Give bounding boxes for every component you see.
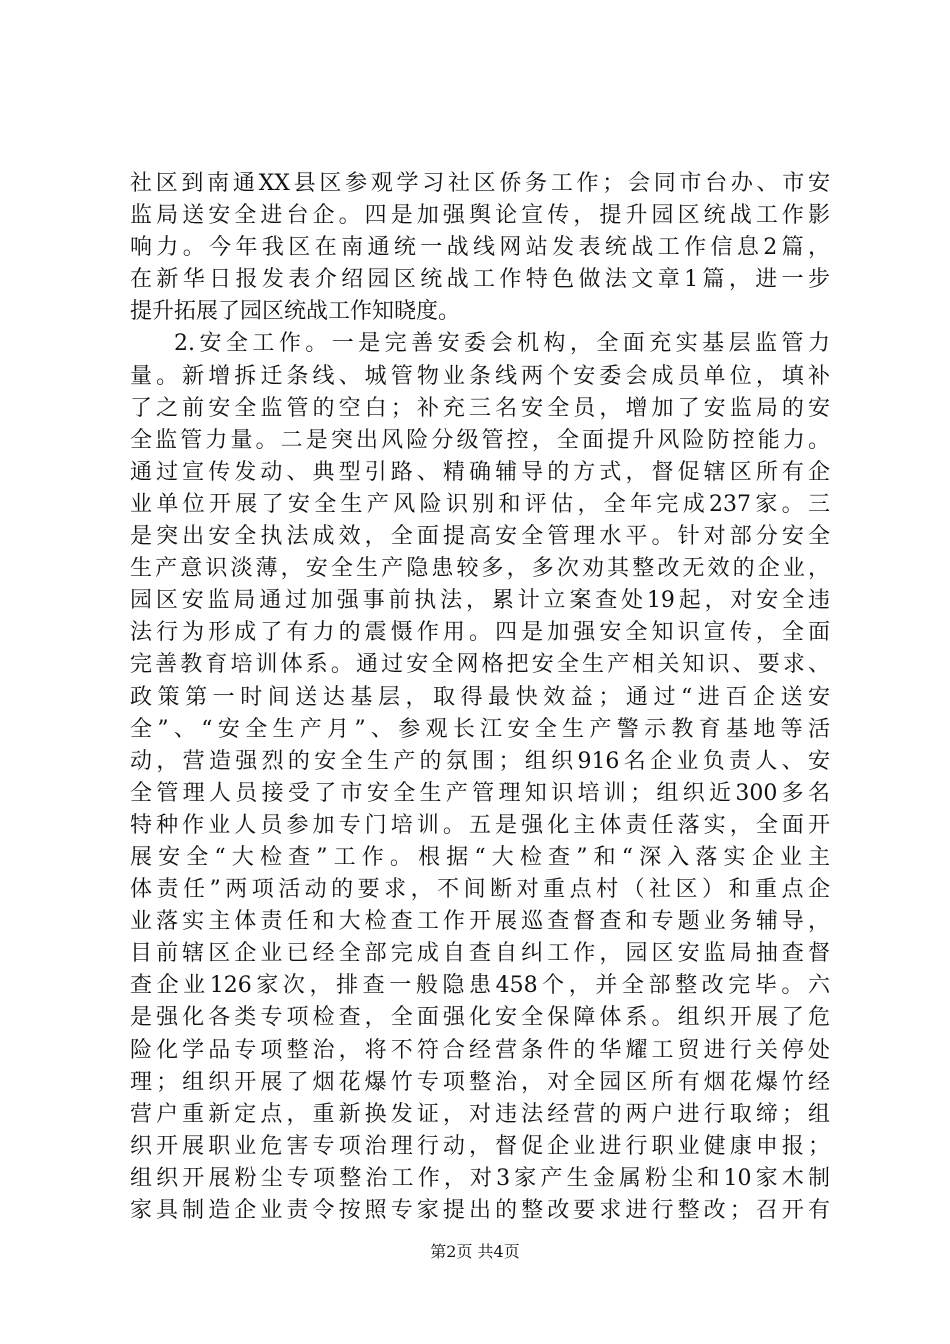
text-line: 在新华日报发表介绍园区统战工作特色做法文章1篇，进一步 bbox=[130, 267, 830, 293]
body-text bbox=[130, 168, 830, 1227]
text-line: 完善教育培训体系。通过安全网格把安全生产相关知识、要求、 bbox=[130, 652, 830, 678]
text-line: 是突出安全执法成效，全面提高安全管理水平。针对部分安全 bbox=[130, 524, 830, 550]
text-line: 业落实主体责任和大检查工作开展巡查督查和专题业务辅导， bbox=[130, 909, 830, 935]
text-line: 展安全“大检查”工作。根据“大检查”和“深入落实企业主 bbox=[130, 844, 830, 870]
page-number-info: 第2页 共4页 bbox=[430, 1242, 520, 1261]
text-line: 生产意识淡薄，安全生产隐患较多，多次劝其整改无效的企业， bbox=[130, 556, 830, 582]
text-line: 法行为形成了有力的震慑作用。四是加强安全知识宣传，全面 bbox=[130, 620, 830, 646]
text-line: 全监管力量。二是突出风险分级管控，全面提升风险防控能力。 bbox=[130, 427, 830, 453]
section-heading-line: 2.安全工作。一是完善安委会机构，全面充实基层监管力 bbox=[174, 331, 830, 357]
text-line: 体责任”两项活动的要求，不间断对重点村（社区）和重点企 bbox=[130, 877, 830, 903]
text-line: 组织开展粉尘专项整治工作，对3家产生金属粉尘和10家木制 bbox=[130, 1165, 830, 1191]
text-line: 全管理人员接受了市安全生产管理知识培训；组织近300多名 bbox=[130, 780, 830, 806]
text-line: 目前辖区企业已经全部完成自查自纠工作，园区安监局抽查督 bbox=[130, 941, 830, 967]
text-line: 响力。今年我区在南通统一战线网站发表统战工作信息2篇， bbox=[130, 235, 830, 261]
text-line: 营户重新定点，重新换发证，对违法经营的两户进行取缔；组 bbox=[130, 1101, 830, 1127]
text-line: 量。新增拆迁条线、城管物业条线两个安委会成员单位，填补 bbox=[130, 363, 830, 389]
text-line: 织开展职业危害专项治理行动，督促企业进行职业健康申报； bbox=[130, 1133, 830, 1159]
text-line: 是强化各类专项检查，全面强化安全保障体系。组织开展了危 bbox=[130, 1005, 830, 1031]
text-line: 了之前安全监管的空白；补充三名安全员，增加了安监局的安 bbox=[130, 395, 830, 421]
text-line: 家具制造企业责令按照专家提出的整改要求进行整改；召开有 bbox=[130, 1198, 830, 1223]
text-line: 社区到南通XX县区参观学习社区侨务工作；会同市台办、市安 bbox=[130, 171, 830, 196]
text-line: 监局送安全进台企。四是加强舆论宣传，提升园区统战工作影 bbox=[130, 203, 830, 229]
text-line: 政策第一时间送达基层，取得最快效益；通过“进百企送安 bbox=[130, 684, 830, 710]
text-line: 全”、“安全生产月”、参观长江安全生产警示教育基地等活 bbox=[130, 716, 830, 742]
text-line: 提升拓展了园区统战工作知晓度。 bbox=[130, 299, 461, 325]
text-line: 动，营造强烈的安全生产的氛围；组织916名企业负责人、安 bbox=[130, 748, 830, 774]
page-footer bbox=[0, 1240, 950, 1264]
text-line: 特种作业人员参加专门培训。五是强化主体责任落实，全面开 bbox=[130, 812, 830, 838]
text-line: 园区安监局通过加强事前执法，累计立案查处19起，对安全违 bbox=[130, 588, 830, 614]
text-line: 险化学品专项整治，将不符合经营条件的华耀工贸进行关停处 bbox=[130, 1037, 830, 1063]
text-line: 理；组织开展了烟花爆竹专项整治，对全园区所有烟花爆竹经 bbox=[130, 1069, 830, 1095]
text-line: 通过宣传发动、典型引路、精确辅导的方式，督促辖区所有企 bbox=[130, 459, 830, 485]
text-line: 查企业126家次，排查一般隐患458个，并全部整改完毕。六 bbox=[130, 973, 830, 999]
text-line: 业单位开展了安全生产风险识别和评估，全年完成237家。三 bbox=[130, 491, 830, 517]
